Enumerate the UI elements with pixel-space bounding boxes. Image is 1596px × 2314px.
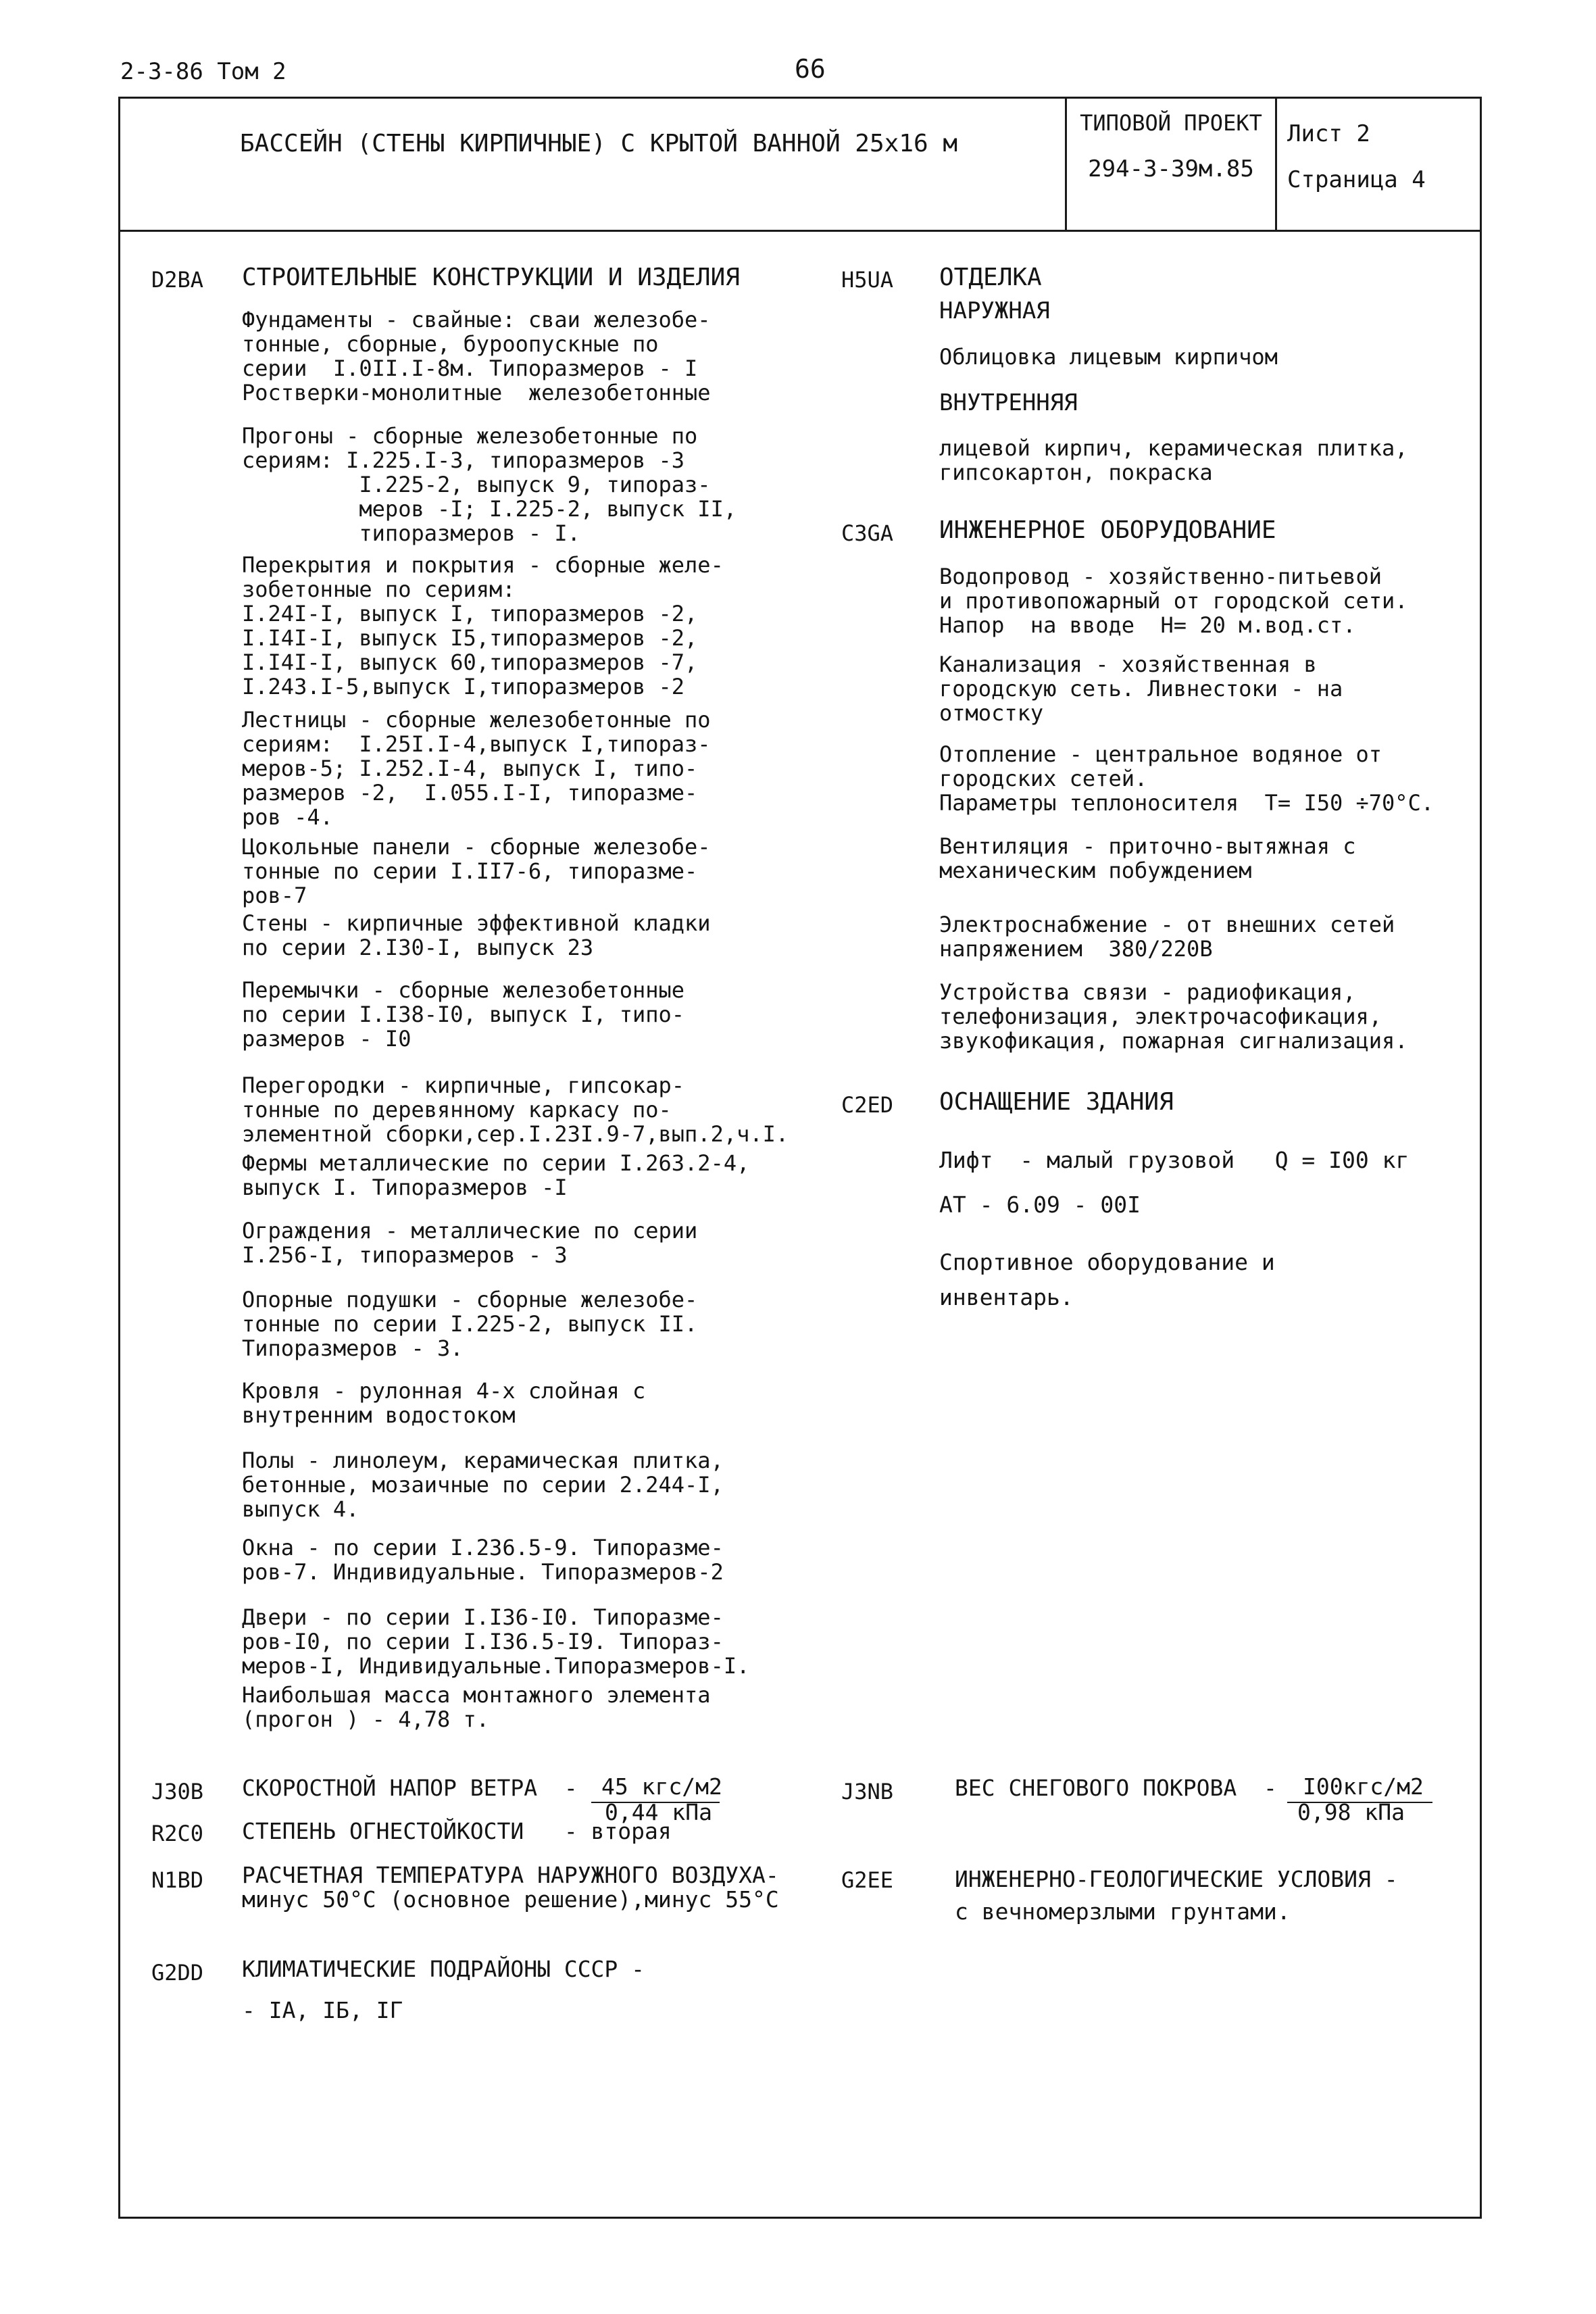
code-geology: G2EE (841, 1867, 894, 1893)
section-code-engineering: C3GA (841, 520, 894, 546)
text-lift-model: АТ - 6.09 - 00I (939, 1191, 1141, 1218)
code-climate: G2DD (151, 1960, 204, 1986)
text-floors-roofs: Перекрытия и покрытия - сборные желе- зобетонные по сериям: I.24I-I, выпуск I, типоразмеров -2, I.I4I-I, выпуск I5,типоразмеров -2, I.I4I-I, выпуск 60,типоразмеров -7, I.243.I-5,выпуск I,типоразмеров -2 (242, 552, 724, 699)
text-sport-equipment: Спортивное оборудование и (939, 1249, 1275, 1275)
text-windows: Окна - по серии I.236.5-9. Типоразме- ров-7. Индивидуальные. Типоразмеров-2 (242, 1535, 724, 1585)
text-inner-finish: лицевой кирпич, керамическая плитка, гипсокартон, покраска (939, 435, 1408, 485)
text-water-supply: Водопровод - хозяйственно-питьевой и противопожарный от городской сети. Напор на вводе H= 20 м.вод.ст. (939, 564, 1408, 638)
code-temperature: N1BD (151, 1867, 204, 1893)
section-code-finish: H5UA (841, 267, 894, 293)
wind-pressure-label: СКОРОСТНОЙ НАПОР ВЕТРА - (242, 1775, 578, 1801)
text-purlins: Прогоны - сборные железобетонные по сериям: I.225.I-3, типоразмеров -3 I.225-2, выпуск 9, типораз- меров -I; I.225-2, выпуск II, типоразмеров - I. (242, 423, 737, 546)
section-heading-structures: СТРОИТЕЛЬНЫЕ КОНСТРУКЦИИ И ИЗДЕЛИЯ (242, 264, 740, 291)
document-reference: 2-3-86 Том 2 (120, 58, 286, 85)
project-code: 294-3-39м.85 (1088, 155, 1254, 182)
text-lift: Лифт - малый грузовой Q = I00 кг (939, 1147, 1410, 1173)
climate-subregions: - IA, IБ, IГ (242, 1997, 403, 2023)
text-roofing: Кровля - рулонная 4-х слойная с внутренним водостоком (242, 1378, 646, 1428)
wind-pressure-value: 45 кгс/м2 (601, 1773, 722, 1800)
text-fences: Ограждения - металлические по серии I.256-I, типоразмеров - 3 (242, 1218, 698, 1268)
wind-pressure-kpa: 0,44 кПа (605, 1799, 712, 1825)
section-heading-equipment: ОСНАЩЕНИЕ ЗДАНИЯ (939, 1088, 1174, 1116)
text-heating: Отопление - центральное водяное от городских сетей. Параметры теплоносителя T= I50 ÷70°C. (939, 741, 1435, 816)
snow-load-label: ВЕС СНЕГОВОГО ПОКРОВА - (955, 1775, 1277, 1801)
text-lintels: Перемычки - сборные железобетонные по серии I.I38-I0, выпуск I, типо- размеров - I0 (242, 977, 685, 1052)
subheading-inner: ВНУТРЕННЯЯ (939, 389, 1078, 416)
document-title: БАССЕЙН (СТЕНЫ КИРПИЧНЫЕ) С КРЫТОЙ ВАННОЙ 25х16 м (240, 130, 958, 157)
text-sewerage: Канализация - хозяйственная в городскую сеть. Ливнестоки - на отмостку (939, 651, 1343, 726)
section-heading-finish: ОТДЕЛКА (939, 264, 1042, 291)
outdoor-temperature: РАСЧЕТНАЯ ТЕМПЕРАТУРА НАРУЖНОГО ВОЗДУХА- минус 50°С (основное решение),минус 55°С (242, 1862, 779, 1913)
project-label: ТИПОВОЙ ПРОЕКТ (1080, 110, 1262, 136)
text-walls: Стены - кирпичные эффективной кладки по серии 2.I30-I, выпуск 23 (242, 910, 711, 960)
text-support-pads: Опорные подушки - сборные железобе- тонные по серии I.225-2, выпуск II. Типоразмеров - 3. (242, 1287, 698, 1361)
text-doors: Двери - по серии I.I36-I0. Типоразме- ров-I0, по серии I.I36.5-I9. Типораз- меров-I, Индивидуальные.Типоразмеров-I. (242, 1604, 750, 1679)
page-number: 66 (795, 54, 826, 84)
text-power-supply: Электроснабжение - от внешних сетей напряжением 380/220В (939, 912, 1395, 962)
text-foundations: Фундаменты - свайные: сваи железобе- тонные, сборные, буроопускные по серии I.0II.I-8м. Типоразмеров - I Ростверки-монолитные железобетонные (242, 307, 711, 405)
text-ventilation: Вентиляция - приточно-вытяжная с механическим побуждением (939, 833, 1356, 883)
text-stairs: Лестницы - сборные железобетонные по сериям: I.25I.I-4,выпуск I,типораз- меров-5; I.252.I-4, выпуск I, типо- размеров -2, I.055.I-I, типоразме- ров -4. (242, 707, 711, 830)
snow-load-value: I00кгс/м2 (1303, 1773, 1424, 1800)
sheet-number: Лист 2 (1287, 120, 1370, 147)
code-wind: J30B (151, 1779, 204, 1804)
text-max-mass: Наибольшая масса монтажного элемента (прогон ) - 4,78 т. (242, 1682, 711, 1732)
fire-resistance: СТЕПЕНЬ ОГНЕСТОЙКОСТИ - вторая (242, 1818, 672, 1844)
page-of: Страница 4 (1287, 166, 1426, 193)
text-sport-inventory: инвентарь. (939, 1284, 1074, 1310)
subheading-outer: НАРУЖНАЯ (939, 297, 1050, 324)
code-fire: R2C0 (151, 1821, 204, 1846)
text-plinth-panels: Цокольные панели - сборные железобе- тонные по серии I.II7-6, типоразме- ров-7 (242, 834, 711, 908)
header-divider (118, 230, 1482, 232)
text-outer-finish: Облицовка лицевым кирпичом (939, 344, 1278, 370)
section-code-structures: D2BA (151, 267, 204, 293)
text-communications: Устройства связи - радиофикация, телефонизация, электрочасофикация, звукофикация, пожарная сигнализация. (939, 979, 1408, 1054)
climate-subregions-label: КЛИМАТИЧЕСКИЕ ПОДРАЙОНЫ СССР - (242, 1956, 645, 1982)
text-floors: Полы - линолеум, керамическая плитка, бетонные, мозаичные по серии 2.244-I, выпуск 4. (242, 1448, 724, 1522)
section-code-equipment: C2ED (841, 1092, 894, 1118)
geology-conditions: ИНЖЕНЕРНО-ГЕОЛОГИЧЕСКИЕ УСЛОВИЯ - с вечномерзлыми грунтами. (955, 1866, 1398, 1925)
section-heading-engineering: ИНЖЕНЕРНОЕ ОБОРУДОВАНИЕ (939, 516, 1276, 544)
text-trusses: Фермы металлические по серии I.263.2-4, выпуск I. Типоразмеров -I (242, 1150, 750, 1200)
text-partitions: Перегородки - кирпичные, гипсокар- тонные по деревянному каркасу по- элементной сборки,сер.I.23I.9-7,вып.2,ч.I. (242, 1073, 789, 1147)
code-snow: J3NB (841, 1779, 894, 1804)
snow-load-kpa: 0,98 кПа (1297, 1799, 1405, 1825)
